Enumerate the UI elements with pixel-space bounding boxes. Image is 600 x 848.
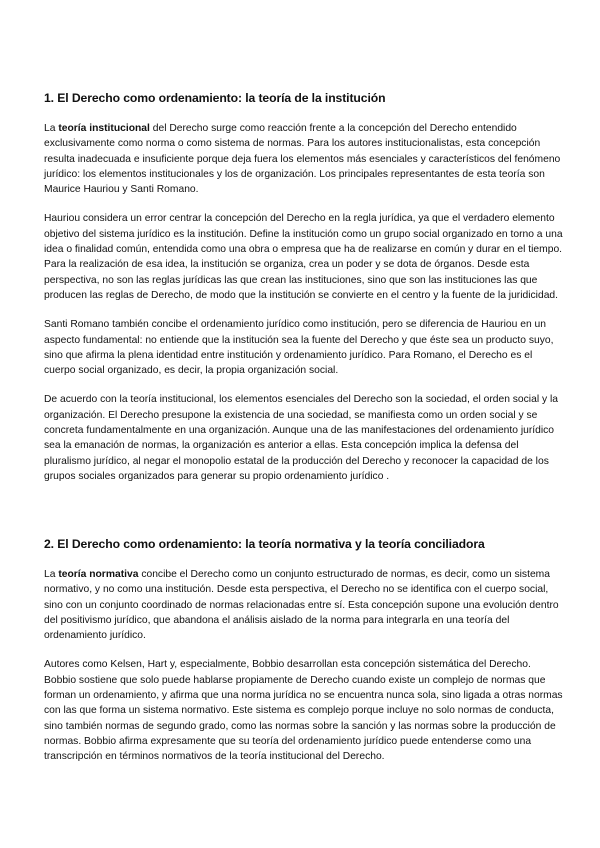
section-normative-theory bbox=[44, 535, 564, 779]
section-2-paragraph-2: Autores como Kelsen, Hart y, especialmente, Bobbio desarrollan esta concepción sistemática del Derecho. Bobbio sostiene que solo puede hablarse propiamente de Derecho cuando existe un complejo de normas que forman un ordenamiento, y afirma que una norma jurídica no se encuentra nunca sola, sino ligada a otras normas con las que forma un sistema normativo. Este sistema es complejo porque incluye no solo normas de conducta, sino también normas de segundo grado, como las normas sobre la sanción y las normas sobre la producción de normas. Bobbio afirma expresamente que su teoría del ordenamiento jurídico puede entenderse como una transcripción en términos normativos de la teoría institucional del Derecho. bbox=[44, 659, 563, 763]
section-1-paragraph-1 bbox=[44, 121, 564, 197]
section-1-paragraph-2: Hauriou considera un error centrar la concepción del Derecho en la regla jurídica, ya que el verdadero elemento objetivo del sistema jurídico es la institución. Define la institución como un grupo social organizado en torno a una idea o finalidad común, entendida como una obra o empresa que ha de realizarse en común y durar en el tiempo. Para la realización de esa idea, la institución se organiza, crea un poder y se dota de órganos. Desde esta perspectiva, no son las reglas jurídicas las que crean las instituciones, sino que son las instituciones las que producen las reglas de Derecho, de modo que la institución se convierte en el centro y la fuente de la juridicidad. bbox=[44, 213, 563, 301]
inline-text: La bbox=[44, 569, 59, 580]
bold-term: teoría institucional bbox=[58, 123, 150, 134]
section-2-paragraph-1 bbox=[44, 567, 564, 643]
section-institution-theory bbox=[44, 89, 564, 498]
section-2-heading: 2. El Derecho como ordenamiento: la teoría normativa y la teoría conciliadora bbox=[44, 537, 485, 551]
bold-term: teoría normativa bbox=[58, 569, 139, 580]
section-1-heading: 1. El Derecho como ordenamiento: la teoría de la institución bbox=[44, 91, 386, 105]
inline-text: concibe el Derecho como un conjunto estructurado de normas, es decir, como un sistema normativo, y no como una institución. Desde esta perspectiva, el Derecho no se identifica con el cuerpo social, sino con un conjunto coordinado de normas relacionadas entre sí. Esta concepción supone una evolución dentro del positivismo jurídico, que abandona el análisis aislado de la norma para integrarla en una teoría del ordenamiento jurídico. bbox=[44, 569, 559, 642]
inline-text: del Derecho surge como reacción frente a la concepción del Derecho entendido exclusivamente como norma o como sistema de normas. Para los autores institucionalistas, esta concepción resulta inadecuada e insuficiente porque deja fuera los elementos más esenciales y característicos del fenómeno jurídico: los elementos institucionales y los de organización. Los principales representantes de esta teoría son Maurice Hauriou y Santi Romano. bbox=[44, 123, 561, 196]
section-1-paragraph-4: De acuerdo con la teoría institucional, los elementos esenciales del Derecho son la sociedad, el orden social y la organización. El Derecho presupone la existencia de una sociedad, se manifiesta como un orden social y se concreta fundamentalmente en una organización. Aunque una de las manifestaciones del ordenamiento jurídico sea la emanación de normas, la organización es anterior a ellas. Esta concepción implica la defensa del pluralismo jurídico, al negar el monopolio estatal de la producción del Derecho y reconocer la capacidad de los grupos sociales organizados para generar su propio ordenamiento jurídico . bbox=[44, 394, 558, 482]
inline-text: La bbox=[44, 123, 59, 134]
section-1-paragraph-3: Santi Romano también concibe el ordenamiento jurídico como institución, pero se diferencia de Hauriou en un aspecto fundamental: no entiende que la institución sea la fuente del Derecho y que éste sea un producto suyo, sino que afirma la plena identidad entre institución y ordenamiento jurídico. Para Romano, el Derecho es el cuerpo social organizado, es decir, la propia organización social. bbox=[44, 319, 554, 377]
